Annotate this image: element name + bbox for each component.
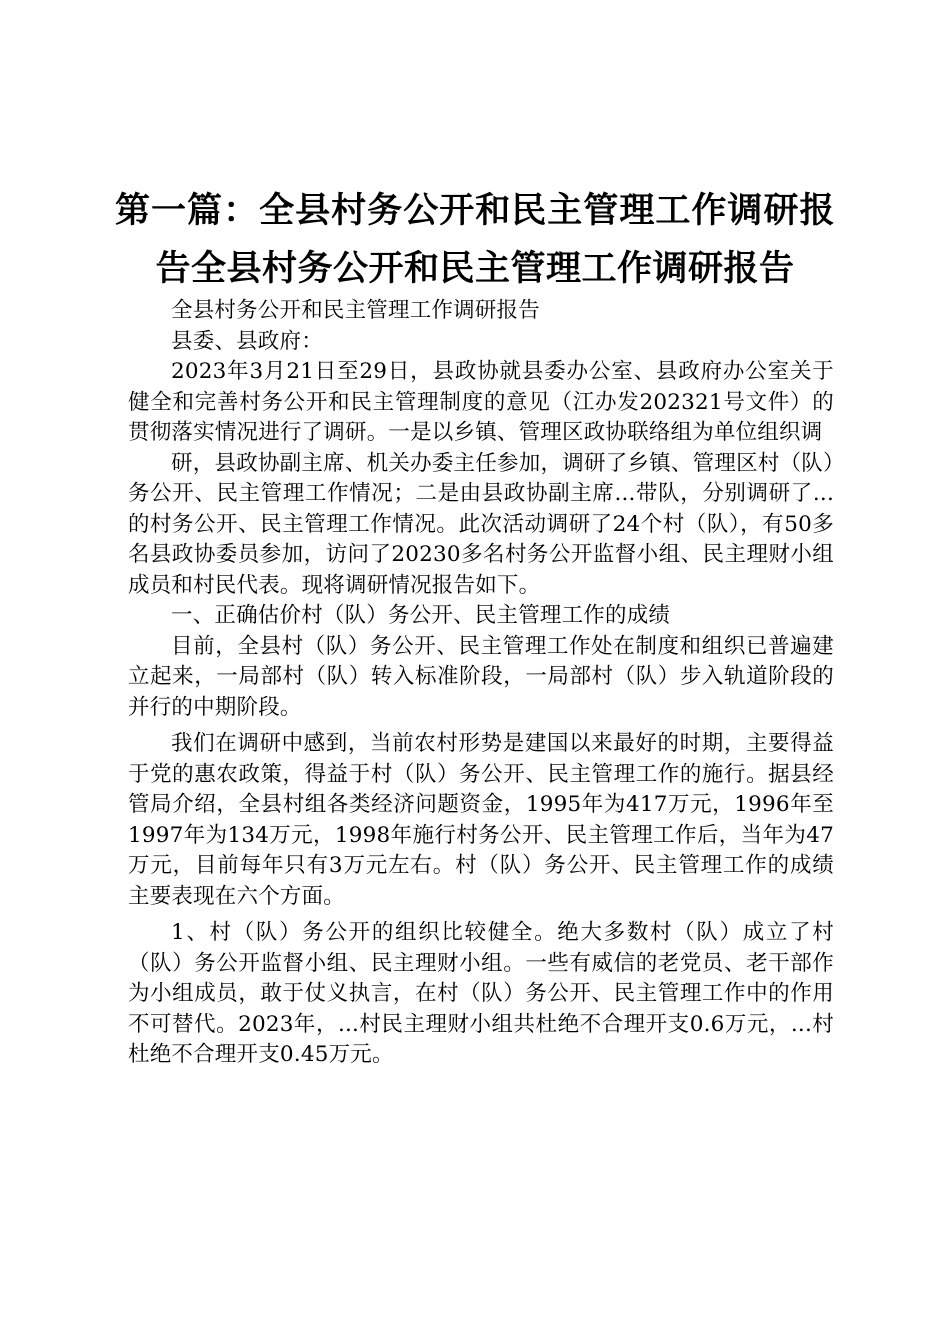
salutation: 县委、县政府：	[171, 328, 323, 354]
report-subtitle: 全县村务公开和民主管理工作调研报告	[171, 298, 540, 323]
paragraph-findings: 我们在调研中感到，当前农村形势是建国以来最好的时期，主要得益于党的惠农政策，得益于村（队）务公开、民主管理工作的施行。据县经管局介绍，全县村组各类经济问题资金，1995年为417万元，1996年至1997年为134万元，1998年施行村务公开、民主管理工作后，当年为47万元，目前每年只有3万元左右。村（队）务公开、民主管理工作的成绩主要表现在六个方面。	[128, 731, 834, 909]
paragraph-intro: 2023年3月21日至29日，县政协就县委办公室、县政府办公室关于健全和完善村务公开和民主管理制度的意见（江办发202321号文件）的贯彻落实情况进行了调研。一是以乡镇、管理区政协联络组为单位组织调	[128, 359, 834, 445]
document-body	[128, 296, 834, 1071]
paragraph-current-stage: 目前，全县村（队）务公开、民主管理工作处在制度和组织已普遍建立起来，一局部村（队）转入标准阶段，一局部村（队）步入轨道阶段的并行的中期阶段。	[128, 633, 834, 720]
paragraph-research: 研，县政协副主席、机关办委主任参加，调研了乡镇、管理区村（队）务公开、民主管理工作情况；二是由县政协副主席...带队，分别调研了...的村务公开、民主管理工作情况。此次活动调研了24个村（队），有50多名县政协委员参加，访问了20230多名村务公开监督小组、民主理财小组成员和村民代表。现将调研情况报告如下。	[128, 450, 834, 598]
paragraph-point-1: 1、村（队）务公开的组织比较健全。绝大多数村（队）成立了村（队）务公开监督小组、民主理财小组。一些有威信的老党员、老干部作为小组成员，敢于仗义执言，在村（队）务公开、民主管理工作中的作用不可替代。2023年，...村民主理财小组共杜绝不合理开支0.6万元，...村杜绝不合理开支0.45万元。	[128, 920, 834, 1067]
document-title: 第一篇：全县村务公开和民主管理工作调研报告全县村务公开和民主管理工作调研报告	[115, 191, 835, 289]
section-heading-1: 一、正确估价村（队）务公开、民主管理工作的成绩	[171, 603, 671, 628]
